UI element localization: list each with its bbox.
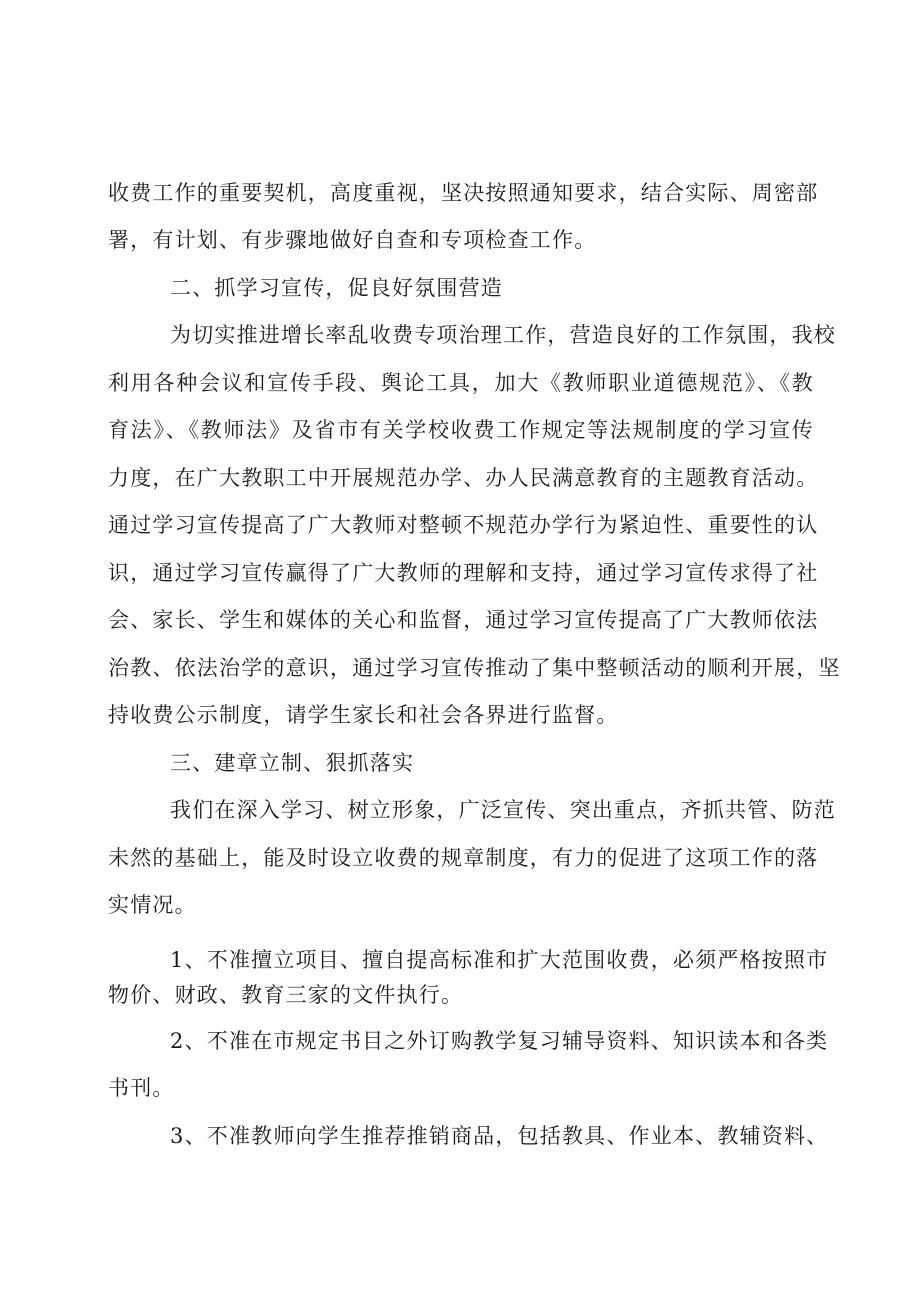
body-line: 我们在深入学习、树立形象，广泛宣传、突出重点，齐抓共管、防范 — [170, 798, 836, 822]
body-line: 治教、依法治学的意识，通过学习宣传推动了集中整顿活动的顺利开展，坚 — [108, 656, 841, 680]
body-line: 通过学习宣传提高了广大教师对整顿不规范办学行为紧迫性、重要性的认 — [108, 513, 819, 537]
list-item-line: 1、不准擅立项目、擅自提高标准和扩大范围收费，必须严格按照市 — [170, 948, 829, 972]
body-line: 利用各种会议和宣传手段、舆论工具，加大《教师职业道德规范》、《教 — [108, 371, 814, 395]
section-heading: 二、抓学习宣传，促良好氛围营造 — [170, 276, 503, 300]
list-item-line: 3、不准教师向学生推荐推销商品，包括教具、作业本、教辅资料、 — [170, 1124, 829, 1148]
list-item-line: 物价、财政、教育三家的文件执行。 — [108, 983, 464, 1007]
body-line: 育法》、《教师法》及省市有关学校收费工作规定等法规制度的学习宣传 — [108, 418, 814, 442]
body-line: 识，通过学习宣传赢得了广大教师的理解和支持，通过学习宣传求得了社 — [108, 561, 819, 585]
body-line: 实情况。 — [108, 893, 197, 917]
list-item-line: 2、不准在市规定书目之外订购教学复习辅导资料、知识读本和各类 — [170, 1029, 829, 1053]
body-line: 会、家长、学生和媒体的关心和监督，通过学习宣传提高了广大教师依法 — [108, 608, 819, 632]
body-line: 未然的基础上，能及时设立收费的规章制度，有力的促进了这项工作的落 — [108, 846, 819, 870]
list-item-line: 书刊。 — [108, 1076, 175, 1100]
body-line: 持收费公示制度，请学生家长和社会各界进行监督。 — [108, 703, 619, 727]
body-line: 收费工作的重要契机，高度重视，坚决按照通知要求，结合实际、周密部 — [108, 181, 819, 205]
body-line: 为切实推进增长率乱收费专项治理工作，营造良好的工作氛围，我校 — [170, 323, 836, 347]
body-line: 署，有计划、有步骤地做好自查和专项检查工作。 — [108, 228, 597, 252]
body-line: 力度，在广大教职工中开展规范办学、办人民满意教育的主题教育活动。 — [108, 466, 819, 490]
section-heading: 三、建章立制、狠抓落实 — [170, 751, 415, 775]
